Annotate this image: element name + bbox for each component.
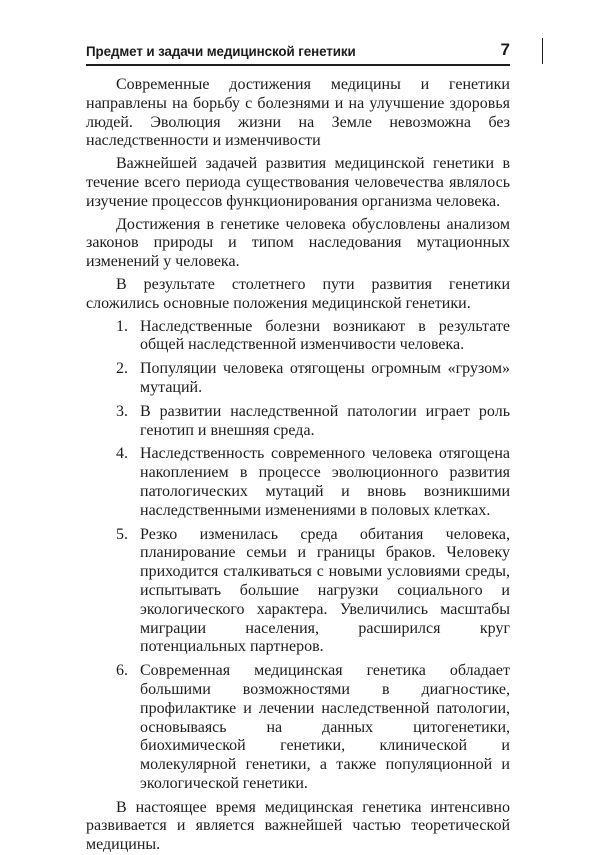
list-number: 4. xyxy=(116,445,128,463)
paragraph-task: Важнейшей задачей развития медицинской генетики в течение всего периода существования человечества являлось изучение процессов функционирования организма человека. xyxy=(86,155,510,210)
list-item xyxy=(86,403,510,441)
list-text: Популяции человека отягощены огромным «грузом» мутаций. xyxy=(140,360,510,396)
list-number: 2. xyxy=(116,360,128,378)
list-text: Современная медицинская генетика обладает большими возможностями в диагностике, профилактике и лечении наследственной патологии, основываясь на данных цитогенетики, биохимической генетики, клинической и молекулярной генетики, а также популяционной и экологической генетики. xyxy=(140,662,510,792)
paragraph-closing: В настоящее время медицинская генетика интенсивно развивается и является важнейшей частью теоретической медицины. xyxy=(86,798,510,854)
list-item xyxy=(86,445,510,520)
list-item xyxy=(86,318,510,356)
principles-list xyxy=(86,318,510,794)
list-text: Наследственность современного человека отягощена накоплением в процессе эволюционного развития патологических мутаций и вновь возникшими наследственными изменениями в половых клетках. xyxy=(140,445,510,519)
list-number: 1. xyxy=(116,317,128,335)
list-item xyxy=(86,662,510,794)
paragraph-principles: В результате столетнего пути развития генетики сложились основные положения медицинской генетики. xyxy=(86,275,510,312)
chapter-title: Предмет и задачи медицинской генетики xyxy=(86,44,356,59)
list-number: 5. xyxy=(116,525,128,543)
list-item xyxy=(86,526,510,658)
list-text: В развитии наследственной патологии играет роль генотип и внешняя среда. xyxy=(140,402,510,439)
header-divider xyxy=(542,38,543,64)
running-header xyxy=(86,38,510,66)
list-text: Наследственные болезни возникают в результате общей наследственной изменчивости человека. xyxy=(140,317,510,354)
list-number: 3. xyxy=(116,402,128,420)
list-item xyxy=(86,360,510,398)
list-number: 6. xyxy=(116,662,128,680)
paragraph-intro: Современные достижения медицины и генетики направлены на борьбу с болезнями и на улучшение здоровья людей. Эволюция жизни на Земле невозможна без наследственности и изменчивости xyxy=(86,76,510,150)
list-text: Резко изменилась среда обитания человека, планирование семьи и границы браков. Человеку приходится сталкиваться с новыми условиями среды, испытывать большие нагрузки социального и экологического характера. Увеличились масштабы миграции населения, расширился круг потенциальных партнеров. xyxy=(140,525,510,656)
page-number: 7 xyxy=(500,40,510,59)
paragraph-achievements: Достижения в генетике человека обусловлены анализом законов природы и типом наследования мутационных изменений у человека. xyxy=(86,215,510,271)
page-body xyxy=(86,76,510,855)
